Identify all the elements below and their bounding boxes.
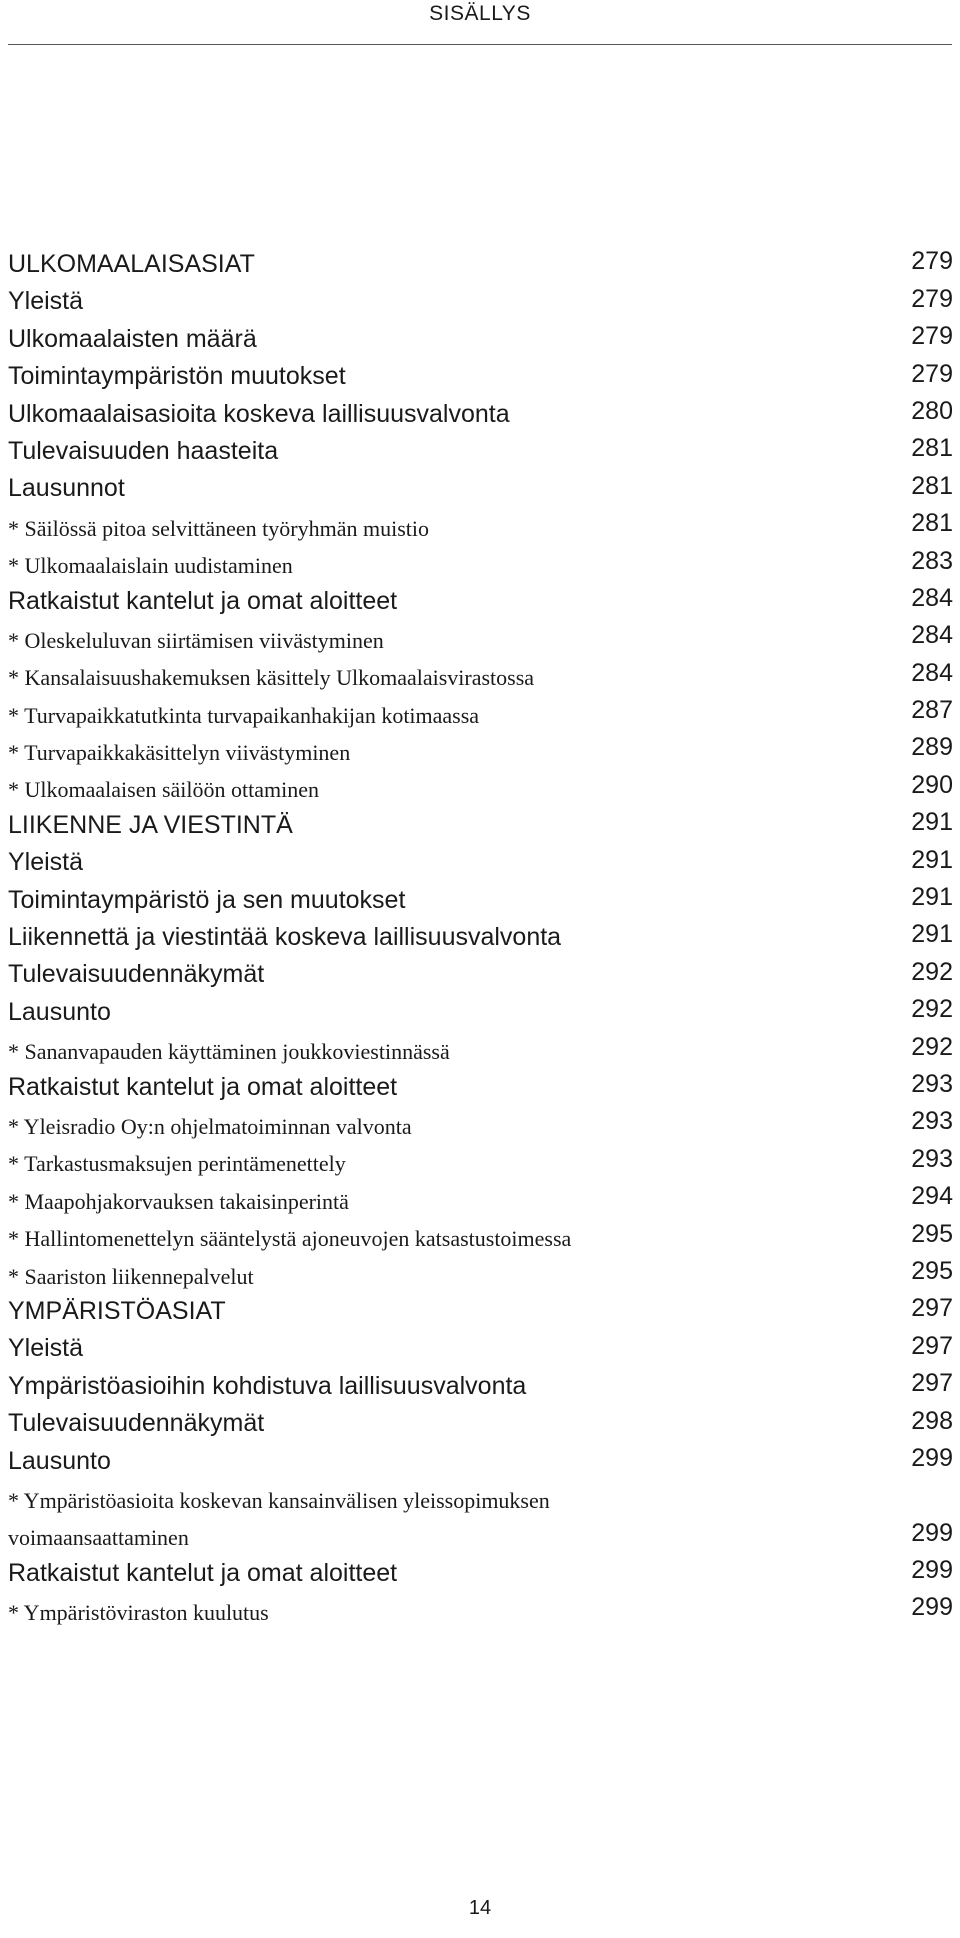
toc-entry-title: Lausunnot — [8, 474, 125, 503]
toc-entry-title: Liikennettä ja viestintää koskeva laillisuusvalvonta — [8, 923, 562, 952]
toc-entry-title: Ympäristöasioihin kohdistuva laillisuusvalvonta — [8, 1371, 527, 1400]
toc-entry — [8, 283, 953, 320]
toc-entry-title: LIIKENNE JA VIESTINTÄ — [8, 810, 293, 839]
toc-entry-title: * Saariston liikennepalvelut — [8, 1263, 254, 1289]
toc-entry — [8, 1293, 953, 1330]
toc-entry-title: Tulevaisuudennäkymät — [8, 960, 265, 989]
toc-entry — [8, 919, 953, 956]
toc-entry-title: Yleistä — [8, 287, 84, 316]
toc-entry — [8, 1031, 953, 1068]
toc-entry-page: 291 — [911, 883, 953, 912]
toc-entry-page: 292 — [911, 1032, 953, 1061]
toc-entry — [8, 433, 953, 470]
toc-entry — [8, 994, 953, 1031]
toc-entry-page: 297 — [911, 1369, 953, 1398]
toc-entry-page: 292 — [911, 957, 953, 986]
toc-entry-title: Toimintaympäristön muutokset — [8, 362, 346, 391]
toc-entry — [8, 695, 953, 732]
toc-entry-page: 292 — [911, 995, 953, 1024]
toc-entry-page: 293 — [911, 1069, 953, 1098]
toc-entry-title: * Ulkomaalaisen säilöön ottaminen — [8, 777, 319, 803]
toc-entry — [8, 882, 953, 919]
toc-entry-title: Yleistä — [8, 1334, 84, 1363]
toc-entry-page: 295 — [911, 1219, 953, 1248]
toc-entry-title: YMPÄRISTÖASIAT — [8, 1296, 226, 1325]
toc-entry-title: Toimintaympäristö ja sen muutokset — [8, 885, 406, 914]
toc-entry-page: 281 — [911, 471, 953, 500]
toc-entry-title: * Hallintomenettelyn sääntelystä ajoneuvojen katsastustoimessa — [8, 1226, 572, 1252]
toc-entry-title: * Ympäristöasioita koskevan kansainvälisen yleissopimuksen voimaansaattaminen — [8, 1487, 550, 1551]
toc-entry — [8, 1368, 953, 1405]
toc-entry — [8, 956, 953, 993]
toc-entry-title: Yleistä — [8, 848, 84, 877]
toc-entry-page: 279 — [911, 284, 953, 313]
toc-entry-page: 291 — [911, 845, 953, 874]
toc-entry-title: Ratkaistut kantelut ja omat aloitteet — [8, 1558, 398, 1587]
toc-entry — [8, 1330, 953, 1367]
toc-entry-page: 293 — [911, 1144, 953, 1173]
toc-entry-page: 279 — [911, 247, 953, 276]
toc-entry — [8, 1555, 953, 1592]
toc-entry-title: * Kansalaisuushakemuksen käsittely Ulkomaalaisvirastossa — [8, 665, 535, 691]
toc-entry-title: * Ulkomaalaislain uudistaminen — [8, 553, 293, 579]
toc-entry — [8, 1143, 953, 1180]
toc-entry-page: 281 — [911, 509, 953, 538]
toc-entry-page: 283 — [911, 546, 953, 575]
toc-entry-title: Ulkomaalaisten määrä — [8, 324, 257, 353]
toc-entry-page: 298 — [911, 1406, 953, 1435]
toc-entry — [8, 1218, 953, 1255]
toc-entry-page: 297 — [911, 1294, 953, 1323]
toc-entry-title: Lausunto — [8, 997, 111, 1026]
toc-entry — [8, 545, 953, 582]
toc-entry — [8, 807, 953, 844]
page-header: SISÄLLYS — [429, 2, 531, 25]
toc-entry — [8, 769, 953, 806]
toc-entry-page: 293 — [911, 1107, 953, 1136]
toc-entry-title: * Ympäristöviraston kuulutus — [8, 1600, 269, 1626]
toc-entry-page: 299 — [911, 1518, 953, 1547]
toc-entry — [8, 620, 953, 657]
toc-entry-page: 291 — [911, 808, 953, 837]
toc-entry-title: * Turvapaikkakäsittelyn viivästyminen — [8, 740, 351, 766]
toc-entry — [8, 321, 953, 358]
toc-entry-title: * Maapohjakorvauksen takaisinperintä — [8, 1188, 349, 1214]
toc-entry-page: 284 — [911, 583, 953, 612]
table-of-contents — [8, 246, 953, 1629]
toc-entry-page: 287 — [911, 696, 953, 725]
toc-entry — [8, 1069, 953, 1106]
toc-entry — [8, 246, 953, 283]
page-number: 14 — [468, 1897, 492, 1919]
toc-entry-title: Ratkaistut kantelut ja omat aloitteet — [8, 586, 398, 615]
toc-entry — [8, 358, 953, 395]
toc-entry-title: ULKOMAALAISASIAT — [8, 250, 255, 278]
toc-entry — [8, 508, 953, 545]
toc-entry — [8, 470, 953, 507]
toc-entry — [8, 583, 953, 620]
toc-entry — [8, 1405, 953, 1442]
toc-entry-title: Ulkomaalaisasioita koskeva laillisuusvalvonta — [8, 399, 510, 428]
toc-entry-page: 294 — [911, 1182, 953, 1211]
toc-entry-page: 279 — [911, 322, 953, 351]
toc-entry-page: 289 — [911, 733, 953, 762]
toc-entry-page: 279 — [911, 359, 953, 388]
toc-entry-title: * Säilössä pitoa selvittäneen työryhmän muistio — [8, 515, 429, 541]
toc-entry-title: * Tarkastusmaksujen perintämenettely — [8, 1151, 346, 1177]
toc-entry-page: 299 — [911, 1593, 953, 1622]
header-rule — [8, 44, 952, 45]
toc-entry — [8, 1256, 953, 1293]
toc-entry-page: 299 — [911, 1556, 953, 1585]
toc-entry-page: 290 — [911, 770, 953, 799]
toc-entry — [8, 1181, 953, 1218]
toc-entry-page: 295 — [911, 1256, 953, 1285]
toc-entry — [8, 657, 953, 694]
toc-entry — [8, 732, 953, 769]
toc-entry-page: 280 — [911, 396, 953, 425]
toc-entry-page: 281 — [911, 434, 953, 463]
toc-entry-page: 284 — [911, 658, 953, 687]
toc-entry — [8, 844, 953, 881]
toc-entry — [8, 1592, 953, 1629]
toc-entry-page: 299 — [911, 1443, 953, 1472]
toc-entry-title: Tulevaisuudennäkymät — [8, 1409, 265, 1438]
toc-entry-page: 291 — [911, 920, 953, 949]
toc-entry-page: 284 — [911, 621, 953, 650]
toc-entry — [8, 1106, 953, 1143]
toc-entry-title: Tulevaisuuden haasteita — [8, 436, 279, 465]
toc-entry-title: * Yleisradio Oy:n ohjelmatoiminnan valvonta — [8, 1113, 412, 1139]
toc-entry-title: Lausunto — [8, 1446, 111, 1475]
toc-entry — [8, 1443, 953, 1480]
toc-entry-title: * Oleskeluluvan siirtämisen viivästyminen — [8, 627, 384, 653]
toc-entry-title: * Turvapaikkatutkinta turvapaikanhakijan kotimaassa — [8, 702, 480, 728]
toc-entry-title: Ratkaistut kantelut ja omat aloitteet — [8, 1072, 398, 1101]
toc-entry — [8, 396, 953, 433]
toc-entry-page: 297 — [911, 1331, 953, 1360]
toc-entry-title: * Sananvapauden käyttäminen joukkoviestinnässä — [8, 1039, 450, 1065]
toc-entry — [8, 1480, 953, 1555]
